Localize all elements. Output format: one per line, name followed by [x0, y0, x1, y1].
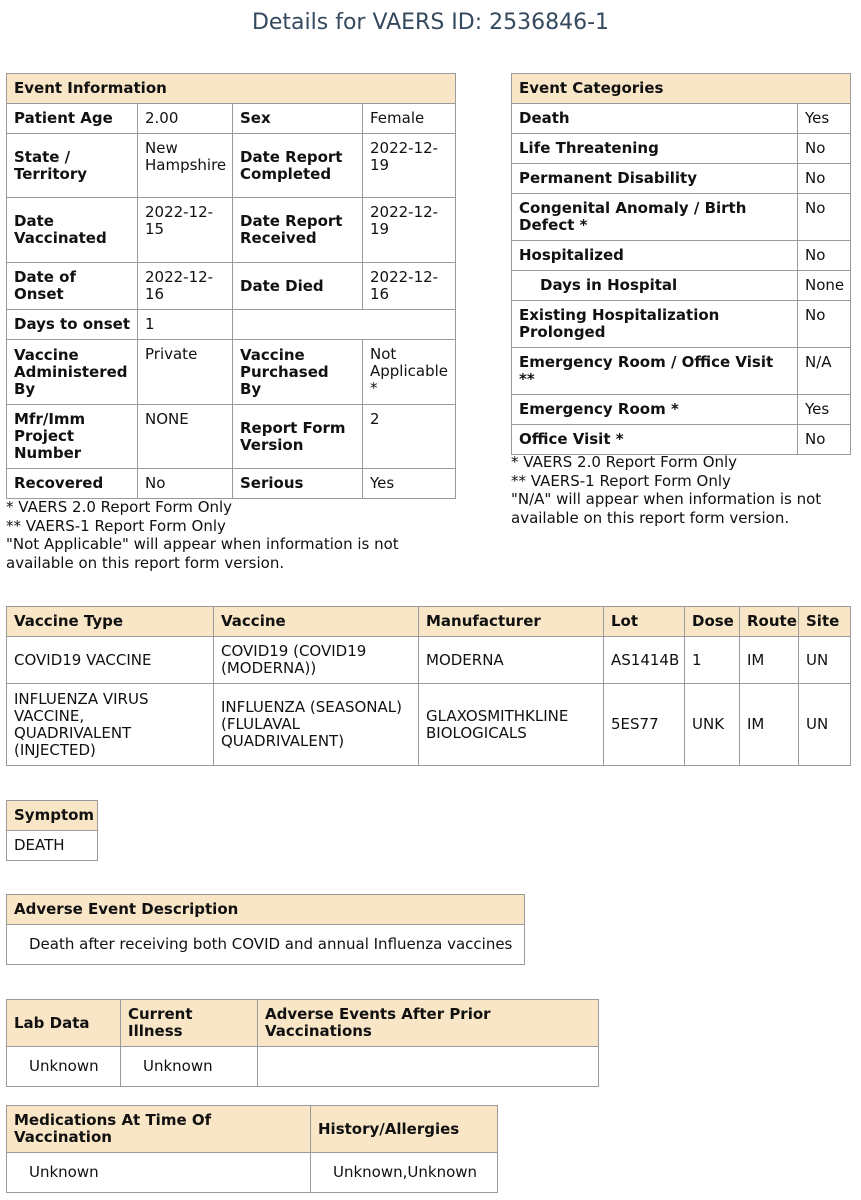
purchased-by-label: Vaccine Purchased By [233, 340, 363, 405]
col-header-prior-vaccinations: Adverse Events After Prior Vaccinations [258, 1000, 599, 1047]
lot-cell: 5ES77 [604, 684, 685, 766]
patient-age-value: 2.00 [138, 104, 233, 134]
category-value: No [798, 164, 851, 194]
recovered-value: No [138, 469, 233, 499]
medications-value: Unknown [7, 1153, 311, 1193]
mfr-project-value: NONE [138, 405, 233, 469]
date-died-label: Date Died [233, 263, 363, 310]
col-header-lot: Lot [604, 607, 685, 637]
current-illness-value: Unknown [121, 1047, 258, 1087]
category-label: Days in Hospital [512, 271, 798, 301]
event-information-header: Event Information [7, 74, 456, 104]
vaccine-cell: COVID19 (COVID19 (MODERNA)) [214, 637, 419, 684]
site-cell: UN [799, 637, 851, 684]
route-cell: IM [740, 684, 799, 766]
date-received-label: Date Report Received [233, 198, 363, 263]
category-value: No [798, 425, 851, 455]
administered-by-value: Private [138, 340, 233, 405]
medications-table [6, 1105, 498, 1193]
category-value: Yes [798, 104, 851, 134]
table-row [7, 684, 851, 766]
event-information-notes [6, 498, 426, 572]
note-line: * VAERS 2.0 Report Form Only [6, 498, 233, 516]
sex-label: Sex [233, 104, 363, 134]
days-onset-value: 1 [138, 310, 233, 340]
adverse-event-table [6, 894, 525, 965]
date-onset-value: 2022-12-16 [138, 263, 233, 310]
category-label: Existing Hospitalization Prolonged [512, 301, 798, 348]
symptom-table [6, 800, 98, 861]
col-header-site: Site [799, 607, 851, 637]
mfr-project-label: Mfr/Imm Project Number [7, 405, 138, 469]
col-header-medications: Medications At Time Of Vaccination [7, 1106, 311, 1153]
col-header-history-allergies: History/Allergies [311, 1106, 498, 1153]
event-categories-table [511, 73, 851, 455]
table-row [7, 637, 851, 684]
state-label: State / Territory [7, 134, 138, 198]
administered-by-label: Vaccine Administered By [7, 340, 138, 405]
col-header-lab-data: Lab Data [7, 1000, 121, 1047]
event-information-table [6, 73, 456, 499]
form-version-label: Report Form Version [233, 405, 363, 469]
vaccine-table [6, 606, 851, 766]
recovered-label: Recovered [7, 469, 138, 499]
adverse-event-header: Adverse Event Description [7, 895, 525, 925]
category-value: N/A [798, 348, 851, 395]
lot-cell: AS1414B [604, 637, 685, 684]
category-label: Congenital Anomaly / Birth Defect * [512, 194, 798, 241]
site-cell: UN [799, 684, 851, 766]
symptom-value: DEATH [7, 831, 98, 861]
note-line: ** VAERS-1 Report Form Only [511, 471, 731, 490]
col-header-current-illness: Current Illness [121, 1000, 258, 1047]
category-label: Life Threatening [512, 134, 798, 164]
col-header-manufacturer: Manufacturer [419, 607, 604, 637]
col-header-vaccine-type: Vaccine Type [7, 607, 214, 637]
vaccine-type-cell: COVID19 VACCINE [7, 637, 214, 684]
history-allergies-value: Unknown,Unknown [311, 1153, 498, 1193]
note-line: ** VAERS-1 Report Form Only [6, 516, 226, 535]
patient-age-label: Patient Age [7, 104, 138, 134]
note-line: "N/A" will appear when information is not available on this report form version. [511, 490, 822, 527]
col-header-dose: Dose [685, 607, 740, 637]
form-version-value: 2 [363, 405, 456, 469]
category-value: No [798, 241, 851, 271]
purchased-by-value: Not Applicable * [363, 340, 456, 405]
serious-value: Yes [363, 469, 456, 499]
serious-label: Serious [233, 469, 363, 499]
dose-cell: 1 [685, 637, 740, 684]
manufacturer-cell: MODERNA [419, 637, 604, 684]
category-label: Emergency Room / Office Visit ** [512, 348, 798, 395]
adverse-event-description: Death after receiving both COVID and annual Influenza vaccines [7, 925, 525, 965]
category-value: No [798, 301, 851, 348]
note-line: * VAERS 2.0 Report Form Only [511, 453, 738, 471]
vaccine-type-cell: INFLUENZA VIRUS VACCINE, QUADRIVALENT (INJECTED) [7, 684, 214, 766]
col-header-vaccine: Vaccine [214, 607, 419, 637]
page-title: Details for VAERS ID: 2536846-1 [251, 10, 610, 35]
note-line: "Not Applicable" will appear when information is not available on this report form version. [6, 535, 399, 572]
category-value: No [798, 194, 851, 241]
sex-value: Female [363, 104, 456, 134]
date-completed-label: Date Report Completed [233, 134, 363, 198]
category-label: Hospitalized [512, 241, 798, 271]
lab-data-table [6, 999, 599, 1087]
category-label: Office Visit * [512, 425, 798, 455]
date-received-value: 2022-12-19 [363, 198, 456, 263]
category-value: No [798, 134, 851, 164]
col-header-route: Route [740, 607, 799, 637]
date-onset-label: Date of Onset [7, 263, 138, 310]
lab-data-value: Unknown [7, 1047, 121, 1087]
date-vaccinated-value: 2022-12-15 [138, 198, 233, 263]
empty-cell [233, 310, 456, 340]
dose-cell: UNK [685, 684, 740, 766]
manufacturer-cell: GLAXOSMITHKLINE BIOLOGICALS [419, 684, 604, 766]
vaccine-cell: INFLUENZA (SEASONAL) (FLULAVAL QUADRIVALENT) [214, 684, 419, 766]
event-categories-notes [511, 453, 850, 527]
category-label: Emergency Room * [512, 395, 798, 425]
category-value: None [798, 271, 851, 301]
date-vaccinated-label: Date Vaccinated [7, 198, 138, 263]
event-categories-header: Event Categories [512, 74, 851, 104]
state-value: New Hampshire [138, 134, 233, 198]
route-cell: IM [740, 637, 799, 684]
category-label: Permanent Disability [512, 164, 798, 194]
date-completed-value: 2022-12-19 [363, 134, 456, 198]
symptom-header: Symptom [7, 801, 98, 831]
category-value: Yes [798, 395, 851, 425]
date-died-value: 2022-12-16 [363, 263, 456, 310]
prior-vaccinations-value [258, 1047, 599, 1087]
days-onset-label: Days to onset [7, 310, 138, 340]
category-label: Death [512, 104, 798, 134]
